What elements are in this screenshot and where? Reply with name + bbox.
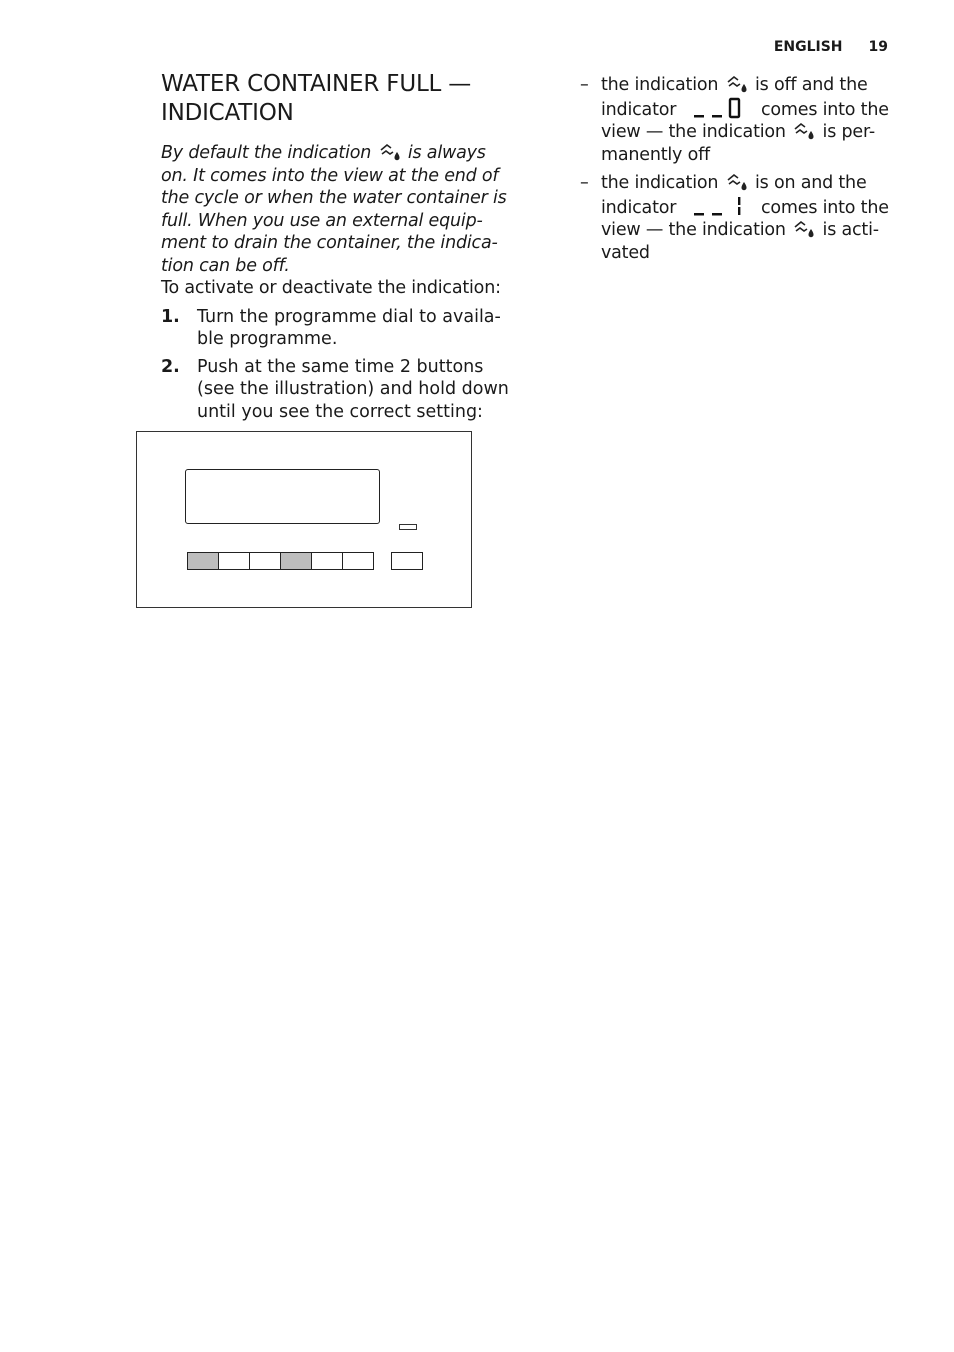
panel-button <box>342 552 374 570</box>
step-text: Turn the programme dial to availa-ble programme. <box>197 306 501 349</box>
water-container-full-icon <box>793 220 815 238</box>
step-number: 2. <box>161 356 180 377</box>
option-item-on <box>580 172 898 264</box>
option-text: the indication is off and the indicator comes into the view — the indication is per-manently off <box>601 75 889 165</box>
segment-display-on-icon <box>690 195 748 217</box>
display-screen <box>185 469 380 524</box>
start-button <box>391 552 423 570</box>
bullet-dash: – <box>580 173 589 193</box>
panel-button <box>218 552 250 570</box>
panel-button <box>311 552 343 570</box>
options-list <box>580 74 898 264</box>
button-row <box>187 552 373 570</box>
control-panel-illustration <box>136 431 472 608</box>
water-container-full-icon <box>379 143 401 161</box>
right-column <box>580 74 898 270</box>
header-language: ENGLISH <box>773 39 843 55</box>
step-text: Push at the same time 2 buttons (see the illustration) and hold down until you see the correct setting: <box>197 356 509 422</box>
segment-display-off-icon <box>690 97 748 119</box>
step-item <box>161 306 516 351</box>
panel-button <box>249 552 281 570</box>
highlighted-button <box>280 552 312 570</box>
water-container-full-icon <box>726 173 748 191</box>
section-title: WATER CONTAINER FULL — INDICATION <box>161 71 472 126</box>
option-item-off <box>580 74 898 166</box>
header-page-number: 19 <box>868 39 888 55</box>
left-column <box>161 142 516 428</box>
step-item <box>161 356 516 424</box>
option-text: the indication is on and the indicator comes into the view — the indication is acti-vated <box>601 173 889 263</box>
steps-list <box>161 306 516 424</box>
water-container-full-icon <box>793 122 815 140</box>
bullet-dash: – <box>580 75 589 95</box>
intro-paragraph: By default the indication is always on. It comes into the view at the end of the cycle or when the water container is full. When you use an external equip-ment to drain the container, the indica-tion can be off. <box>161 143 507 276</box>
highlighted-button <box>187 552 219 570</box>
instruction-text: To activate or deactivate the indication: <box>161 278 501 298</box>
indicator-led <box>399 524 417 530</box>
water-container-full-icon <box>726 75 748 93</box>
step-number: 1. <box>161 306 180 327</box>
page-header <box>774 39 888 55</box>
